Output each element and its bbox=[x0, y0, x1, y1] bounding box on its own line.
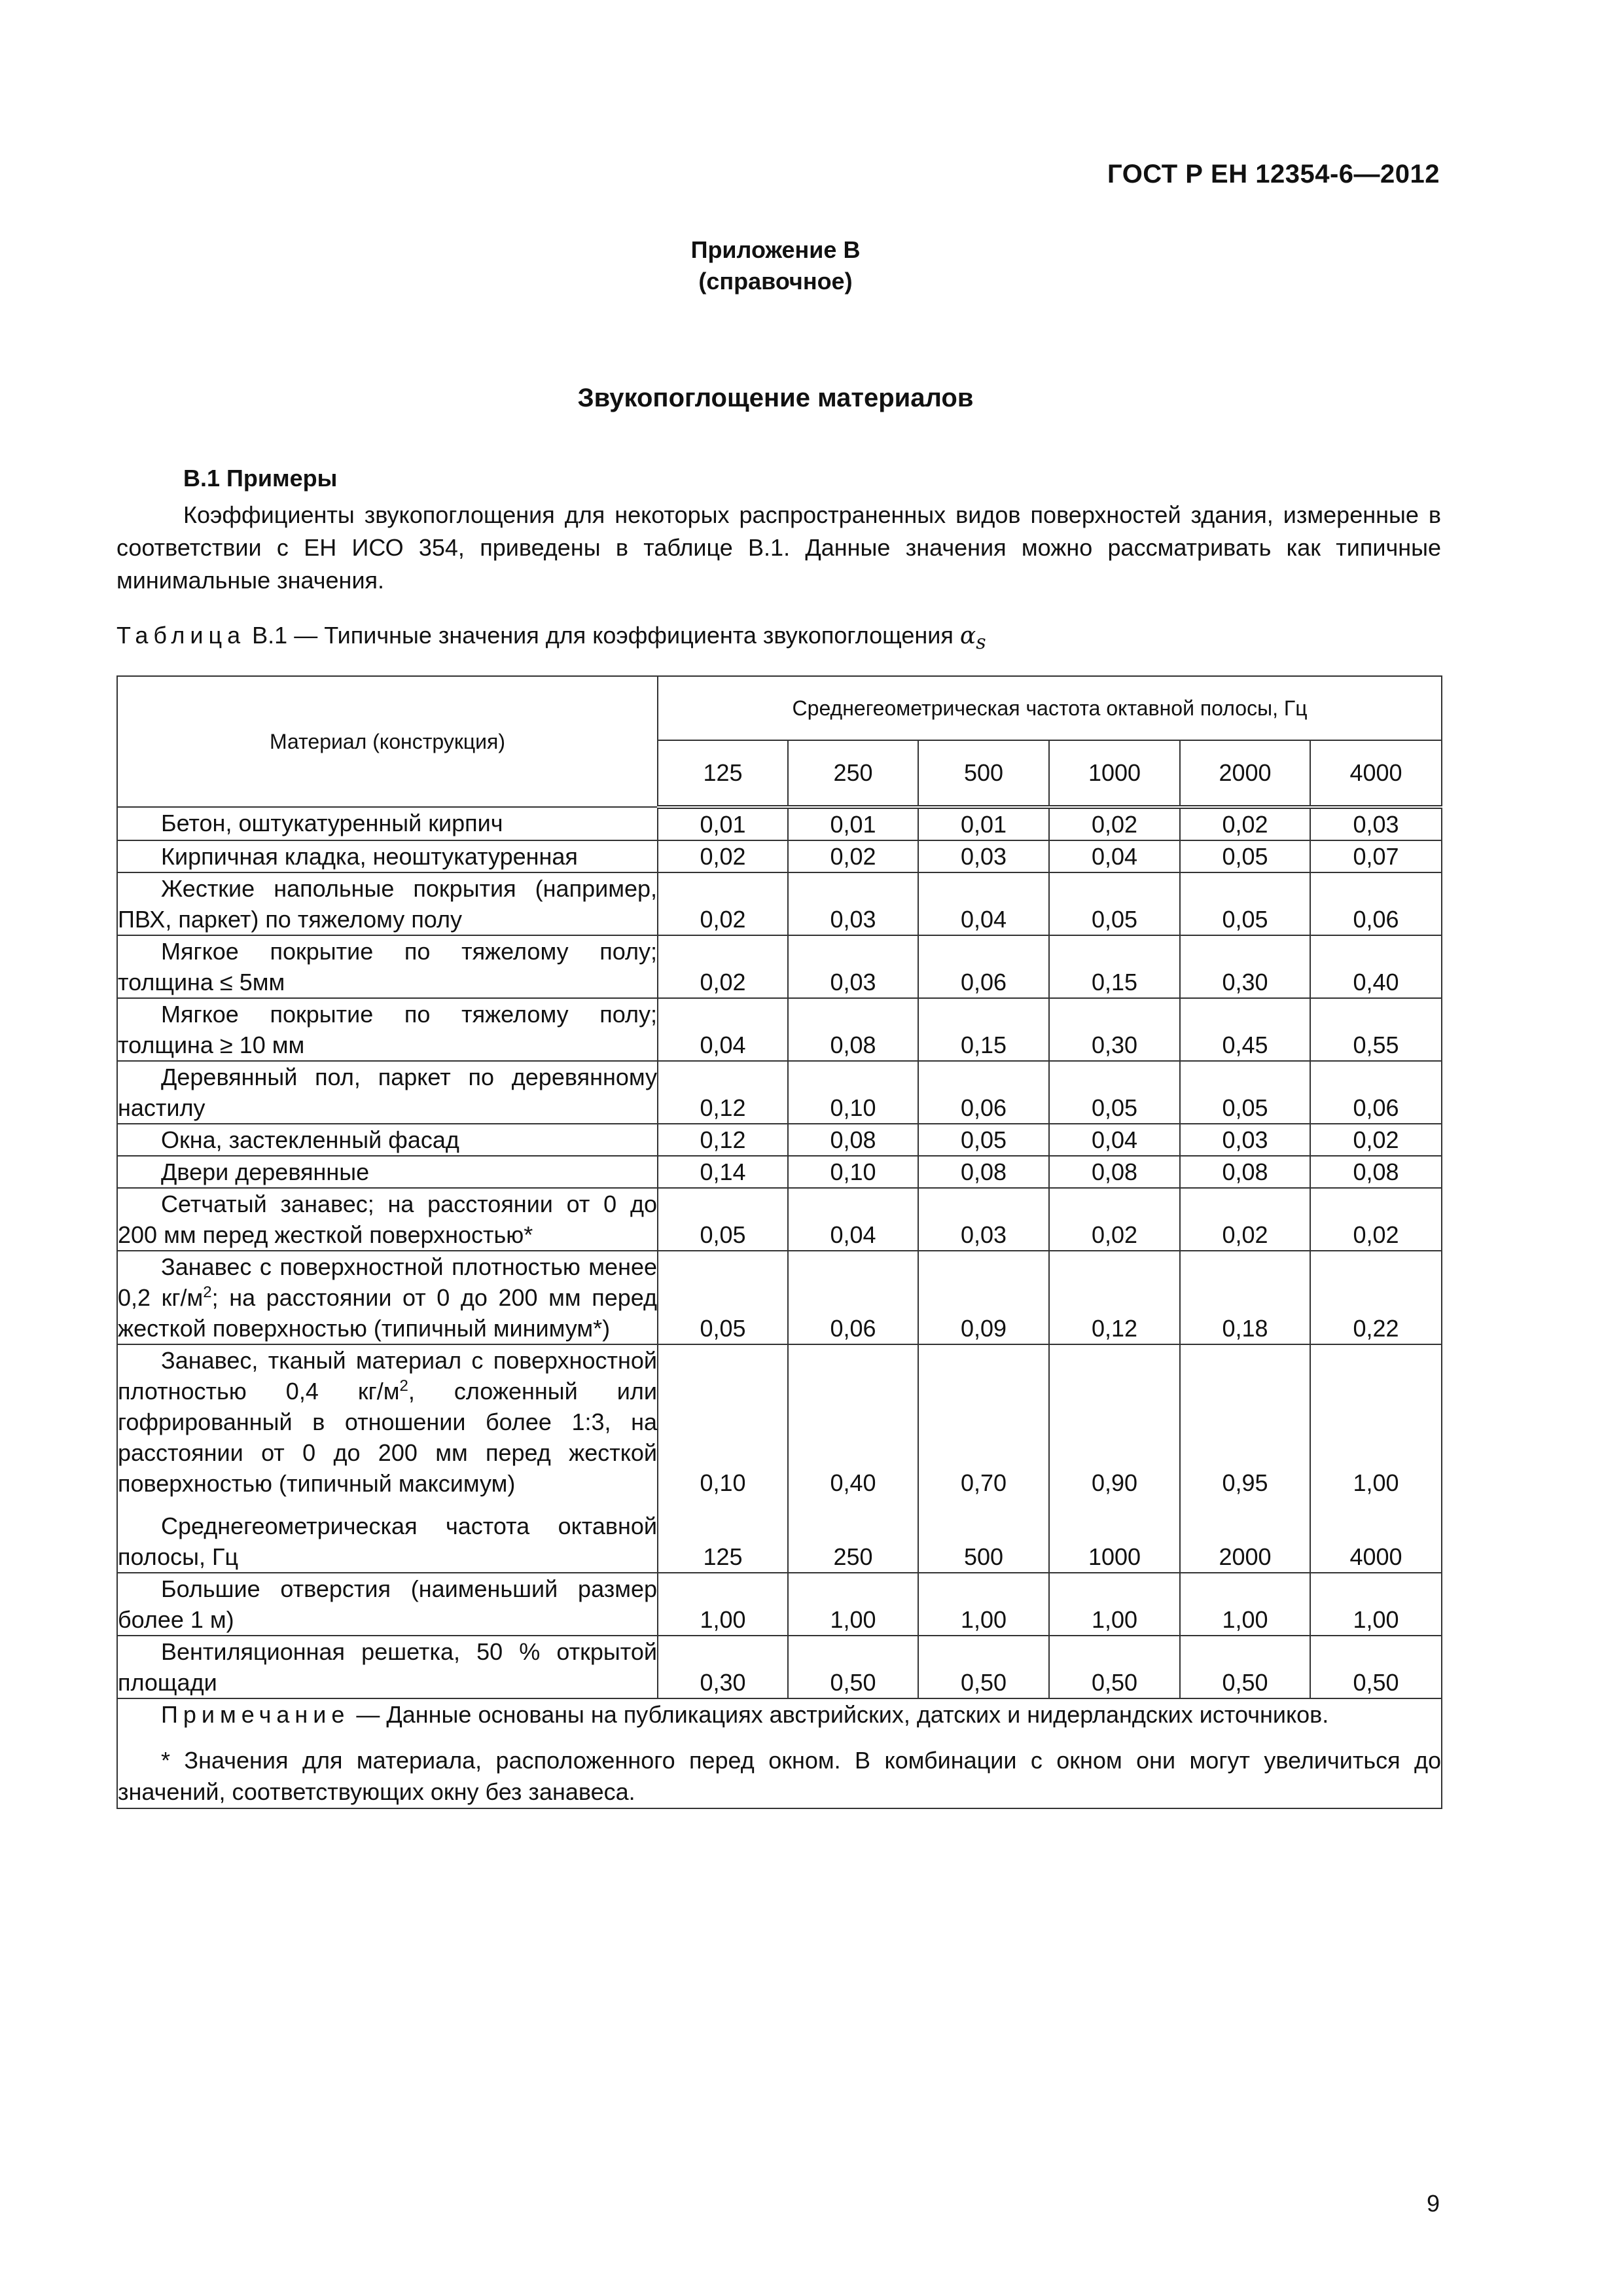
value-cell bbox=[788, 1124, 918, 1156]
value-cell bbox=[1049, 1188, 1180, 1251]
absorption-value: 0,22 bbox=[1353, 1315, 1399, 1342]
material-cell bbox=[117, 1344, 658, 1573]
absorption-value: 0,08 bbox=[830, 1031, 876, 1058]
intro-paragraph-text: Коэффициенты звукопоглощения для некоторых распространенных видов поверхностей здания, измеренные в соответствии с ЕН ИСО 354, приведены в таблице В.1. Данные значения можно рассматривать как типичные минимальные значения. bbox=[116, 501, 1441, 594]
material-text: Большие отверстия (наименьший размер более 1 м) bbox=[118, 1575, 657, 1633]
material-cell bbox=[117, 807, 658, 840]
absorption-value: 0,05 bbox=[700, 1221, 746, 1248]
value-cell bbox=[1049, 872, 1180, 935]
material-superscript: 2 bbox=[399, 1377, 408, 1395]
frequency-header-250: 250 bbox=[788, 740, 918, 807]
table-caption bbox=[116, 622, 986, 654]
value-cell bbox=[658, 807, 788, 840]
value-cell bbox=[918, 1156, 1049, 1188]
table-row bbox=[117, 1188, 1442, 1251]
absorption-value: 0,15 bbox=[960, 1031, 1007, 1058]
value-cell bbox=[918, 840, 1049, 872]
value-cell bbox=[1180, 1061, 1310, 1124]
value-cell bbox=[1180, 1188, 1310, 1251]
value-cell bbox=[918, 1188, 1049, 1251]
value-cell bbox=[1310, 807, 1442, 840]
material-cell bbox=[117, 1156, 658, 1188]
value-cell bbox=[788, 935, 918, 998]
value-cell bbox=[1049, 1124, 1180, 1156]
value-cell bbox=[1049, 840, 1180, 872]
absorption-value: 0,14 bbox=[700, 1158, 746, 1185]
value-cell bbox=[1180, 807, 1310, 840]
absorption-value: 0,50 bbox=[830, 1669, 876, 1696]
material-superscript: 2 bbox=[203, 1283, 212, 1301]
material-text: Занавес, тканый материал с поверхностной плотностью 0,4 кг/м bbox=[118, 1347, 657, 1405]
absorption-value: 0,55 bbox=[1353, 1031, 1399, 1058]
table-row bbox=[117, 1156, 1442, 1188]
absorption-value: 0,03 bbox=[1353, 811, 1399, 838]
frequency-header-1000: 1000 bbox=[1049, 740, 1180, 807]
value-cell bbox=[658, 1156, 788, 1188]
material-text: Жесткие напольные покрытия (например, ПВХ, паркет) по тяжелому полу bbox=[118, 875, 657, 933]
material-text: Мягкое покрытие по тяжелому полу; толщина ≥ 10 мм bbox=[118, 1001, 657, 1058]
absorption-value: 0,01 bbox=[700, 811, 746, 838]
frequency-group-header: Среднегеометрическая частота октавной полосы, Гц bbox=[658, 676, 1442, 740]
value-cell bbox=[658, 840, 788, 872]
value-cell bbox=[788, 998, 918, 1061]
value-cell bbox=[788, 872, 918, 935]
absorption-value: 0,40 bbox=[830, 1469, 876, 1496]
absorption-table bbox=[116, 675, 1442, 1809]
table-note bbox=[118, 1699, 1441, 1731]
section-heading: В.1 Примеры bbox=[183, 465, 338, 492]
value-cell bbox=[1310, 1636, 1442, 1698]
value-cell bbox=[1180, 1636, 1310, 1698]
table-row bbox=[117, 1573, 1442, 1636]
value-cell bbox=[658, 1124, 788, 1156]
absorption-value: 0,02 bbox=[700, 906, 746, 933]
value-cell bbox=[788, 1061, 918, 1124]
absorption-value: 0,12 bbox=[1091, 1315, 1138, 1342]
material-text: Окна, застекленный фасад bbox=[161, 1126, 459, 1153]
alpha-subscript: s bbox=[976, 631, 986, 655]
value-cell bbox=[788, 1573, 918, 1636]
value-cell bbox=[1049, 1344, 1180, 1573]
absorption-value: 0,05 bbox=[1222, 906, 1268, 933]
absorption-value: 0,50 bbox=[960, 1669, 1007, 1696]
frequency-header-2000: 2000 bbox=[1180, 740, 1310, 807]
material-cell bbox=[117, 1251, 658, 1344]
absorption-value: 0,02 bbox=[1353, 1126, 1399, 1153]
value-cell bbox=[1310, 1344, 1442, 1573]
value-cell bbox=[918, 807, 1049, 840]
value-cell bbox=[658, 998, 788, 1061]
inline-frequency-value: 4000 bbox=[1349, 1543, 1402, 1570]
inline-frequency-value: 500 bbox=[963, 1543, 1004, 1570]
value-cell bbox=[1049, 998, 1180, 1061]
material-text: Бетон, оштукатуренный кирпич bbox=[161, 810, 503, 836]
value-cell bbox=[918, 1061, 1049, 1124]
table-row bbox=[117, 807, 1442, 840]
absorption-value: 1,00 bbox=[1353, 1606, 1399, 1633]
absorption-value: 0,05 bbox=[700, 1315, 746, 1342]
value-cell bbox=[918, 1124, 1049, 1156]
absorption-value: 0,08 bbox=[960, 1158, 1007, 1185]
page-number: 9 bbox=[1426, 2190, 1440, 2217]
value-cell bbox=[1180, 1251, 1310, 1344]
value-cell bbox=[788, 1156, 918, 1188]
absorption-value: 0,18 bbox=[1222, 1315, 1268, 1342]
value-cell bbox=[1310, 935, 1442, 998]
material-text: Мягкое покрытие по тяжелому полу; толщина ≤ 5мм bbox=[118, 938, 657, 996]
frequency-header-125: 125 bbox=[658, 740, 788, 807]
value-cell bbox=[918, 1573, 1049, 1636]
value-cell bbox=[1310, 1124, 1442, 1156]
value-cell bbox=[1180, 840, 1310, 872]
value-cell bbox=[658, 1251, 788, 1344]
value-cell bbox=[918, 1344, 1049, 1573]
value-cell bbox=[788, 807, 918, 840]
value-cell bbox=[1049, 1251, 1180, 1344]
footnote-text: * Значения для материала, расположенного перед окном. В комбинации с окном они могут увеличиться до значений, соответствующих окну без занавеса. bbox=[118, 1747, 1442, 1805]
absorption-value: 0,06 bbox=[960, 1094, 1007, 1121]
value-cell bbox=[658, 1573, 788, 1636]
material-cell bbox=[117, 935, 658, 998]
table-row bbox=[117, 1636, 1442, 1698]
value-cell bbox=[918, 1636, 1049, 1698]
table-row bbox=[117, 935, 1442, 998]
absorption-value: 0,04 bbox=[1091, 1126, 1138, 1153]
absorption-value: 0,95 bbox=[1222, 1469, 1268, 1496]
material-cell bbox=[117, 872, 658, 935]
absorption-value: 0,02 bbox=[1353, 1221, 1399, 1248]
value-cell bbox=[658, 1061, 788, 1124]
material-text: Двери деревянные bbox=[161, 1158, 370, 1185]
value-cell bbox=[788, 1636, 918, 1698]
absorption-value: 0,30 bbox=[1091, 1031, 1138, 1058]
material-text-cont: ; на расстоянии от 0 до 200 мм перед жесткой поверхностью (типичный минимум*) bbox=[118, 1284, 657, 1342]
absorption-value: 0,50 bbox=[1353, 1669, 1399, 1696]
absorption-value: 0,02 bbox=[1091, 811, 1138, 838]
value-cell bbox=[788, 1188, 918, 1251]
value-cell bbox=[658, 1344, 788, 1573]
value-cell bbox=[1049, 1573, 1180, 1636]
value-cell bbox=[788, 1344, 918, 1573]
alpha-symbol: α bbox=[959, 622, 976, 649]
value-cell bbox=[1310, 1156, 1442, 1188]
value-cell bbox=[1049, 1636, 1180, 1698]
absorption-value: 0,70 bbox=[960, 1469, 1007, 1496]
inline-frequency-value: 2000 bbox=[1219, 1543, 1272, 1570]
absorption-value: 0,06 bbox=[1353, 906, 1399, 933]
absorption-value: 1,00 bbox=[960, 1606, 1007, 1633]
value-cell bbox=[1180, 1344, 1310, 1573]
table-row bbox=[117, 840, 1442, 872]
value-cell bbox=[918, 1251, 1049, 1344]
absorption-value: 0,05 bbox=[1091, 1094, 1138, 1121]
value-cell bbox=[788, 1251, 918, 1344]
absorption-value: 0,04 bbox=[700, 1031, 746, 1058]
absorption-value: 0,07 bbox=[1353, 843, 1399, 870]
frequency-header-4000: 4000 bbox=[1310, 740, 1442, 807]
material-cell bbox=[117, 1061, 658, 1124]
appendix-heading bbox=[0, 234, 1551, 297]
value-cell bbox=[1180, 1573, 1310, 1636]
absorption-value: 0,08 bbox=[1091, 1158, 1138, 1185]
appendix-label: Приложение В bbox=[690, 236, 861, 263]
note-text: — Данные основаны на публикациях австрийских, датских и нидерландских источников. bbox=[349, 1701, 1329, 1728]
table-row bbox=[117, 1251, 1442, 1344]
value-cell bbox=[1310, 1188, 1442, 1251]
table-row bbox=[117, 1344, 1442, 1573]
table-row bbox=[117, 1124, 1442, 1156]
value-cell bbox=[1049, 1061, 1180, 1124]
absorption-value: 0,05 bbox=[1091, 906, 1138, 933]
value-cell bbox=[918, 935, 1049, 998]
material-cell bbox=[117, 998, 658, 1061]
absorption-value: 0,03 bbox=[960, 1221, 1007, 1248]
absorption-value: 0,01 bbox=[830, 811, 876, 838]
absorption-value: 0,10 bbox=[700, 1469, 746, 1496]
absorption-value: 0,50 bbox=[1091, 1669, 1138, 1696]
absorption-value: 0,15 bbox=[1091, 969, 1138, 996]
absorption-value: 0,45 bbox=[1222, 1031, 1268, 1058]
material-cell bbox=[117, 1573, 658, 1636]
table-row bbox=[117, 998, 1442, 1061]
note-label: Примечание bbox=[161, 1701, 350, 1728]
absorption-value: 0,02 bbox=[1222, 811, 1268, 838]
material-text: Вентиляционная решетка, 50 % открытой площади bbox=[118, 1638, 657, 1696]
value-cell bbox=[658, 872, 788, 935]
absorption-value: 0,06 bbox=[1353, 1094, 1399, 1121]
material-column-header: Материал (конструкция) bbox=[117, 676, 658, 807]
absorption-value: 0,08 bbox=[1222, 1158, 1268, 1185]
table-row bbox=[117, 1061, 1442, 1124]
absorption-value: 0,04 bbox=[1091, 843, 1138, 870]
material-cell bbox=[117, 1188, 658, 1251]
table-row bbox=[117, 872, 1442, 935]
page-title: Звукопоглощение материалов bbox=[577, 384, 974, 412]
material-text-cont: , сложенный или гофрированный в отношении более 1:3, на расстоянии от 0 до 200 мм перед жесткой поверхностью (типичный максимум) bbox=[118, 1378, 658, 1497]
value-cell bbox=[1049, 807, 1180, 840]
value-cell bbox=[658, 1636, 788, 1698]
absorption-value: 0,09 bbox=[960, 1315, 1007, 1342]
value-cell bbox=[1310, 872, 1442, 935]
absorption-value: 1,00 bbox=[1091, 1606, 1138, 1633]
absorption-value: 0,03 bbox=[960, 843, 1007, 870]
value-cell bbox=[1180, 935, 1310, 998]
inline-frequency-value: 250 bbox=[833, 1543, 873, 1570]
absorption-value: 0,08 bbox=[830, 1126, 876, 1153]
value-cell bbox=[1310, 1061, 1442, 1124]
material-text: Кирпичная кладка, неоштукатуренная bbox=[161, 843, 578, 870]
absorption-value: 0,05 bbox=[1222, 1094, 1268, 1121]
material-cell bbox=[117, 1636, 658, 1698]
material-text: Занавес с поверхностной плотностью менее 0,2 кг/м bbox=[118, 1253, 657, 1311]
absorption-value: 1,00 bbox=[1353, 1469, 1399, 1496]
value-cell bbox=[918, 872, 1049, 935]
frequency-header-500: 500 bbox=[918, 740, 1049, 807]
absorption-value: 0,05 bbox=[960, 1126, 1007, 1153]
value-cell bbox=[658, 1188, 788, 1251]
absorption-value: 0,01 bbox=[960, 811, 1007, 838]
material-text: Деревянный пол, паркет по деревянному настилу bbox=[118, 1064, 657, 1121]
table-notes bbox=[117, 1698, 1442, 1808]
absorption-value: 0,02 bbox=[700, 843, 746, 870]
inline-frequency-label: Среднегеометрическая частота октавной полосы, Гц bbox=[118, 1513, 657, 1570]
material-text: Сетчатый занавес; на расстоянии от 0 до 200 мм перед жесткой поверхностью* bbox=[118, 1191, 657, 1248]
absorption-value: 0,40 bbox=[1353, 969, 1399, 996]
table-caption-prefix: Таблица bbox=[116, 622, 246, 649]
value-cell bbox=[918, 998, 1049, 1061]
intro-paragraph bbox=[116, 499, 1441, 597]
absorption-value: 0,02 bbox=[830, 843, 876, 870]
absorption-value: 0,04 bbox=[960, 906, 1007, 933]
material-cell bbox=[117, 1124, 658, 1156]
value-cell bbox=[1310, 1251, 1442, 1344]
value-cell bbox=[1049, 1156, 1180, 1188]
absorption-value: 1,00 bbox=[1222, 1606, 1268, 1633]
absorption-value: 0,03 bbox=[1222, 1126, 1268, 1153]
value-cell bbox=[1310, 998, 1442, 1061]
absorption-value: 0,03 bbox=[830, 969, 876, 996]
value-cell bbox=[1180, 1156, 1310, 1188]
absorption-value: 0,12 bbox=[700, 1126, 746, 1153]
absorption-value: 0,06 bbox=[960, 969, 1007, 996]
absorption-value: 0,03 bbox=[830, 906, 876, 933]
document-code: ГОСТ Р ЕН 12354-6—2012 bbox=[1107, 160, 1440, 188]
absorption-value: 0,02 bbox=[1091, 1221, 1138, 1248]
value-cell bbox=[1310, 840, 1442, 872]
material-cell bbox=[117, 840, 658, 872]
absorption-value: 0,02 bbox=[1222, 1221, 1268, 1248]
value-cell bbox=[1310, 1573, 1442, 1636]
absorption-value: 0,10 bbox=[830, 1158, 876, 1185]
absorption-value: 1,00 bbox=[830, 1606, 876, 1633]
absorption-value: 0,30 bbox=[1222, 969, 1268, 996]
absorption-value: 0,04 bbox=[830, 1221, 876, 1248]
value-cell bbox=[1180, 998, 1310, 1061]
absorption-value: 0,50 bbox=[1222, 1669, 1268, 1696]
absorption-value: 0,90 bbox=[1091, 1469, 1138, 1496]
absorption-value: 1,00 bbox=[700, 1606, 746, 1633]
table-footnote bbox=[118, 1745, 1441, 1808]
appendix-type: (справочное) bbox=[698, 268, 853, 295]
absorption-value: 0,30 bbox=[700, 1669, 746, 1696]
value-cell bbox=[1049, 935, 1180, 998]
absorption-value: 0,12 bbox=[700, 1094, 746, 1121]
value-cell bbox=[788, 840, 918, 872]
value-cell bbox=[658, 935, 788, 998]
absorption-value: 0,08 bbox=[1353, 1158, 1399, 1185]
inline-frequency-value: 125 bbox=[703, 1543, 743, 1570]
absorption-value: 0,05 bbox=[1222, 843, 1268, 870]
value-cell bbox=[1180, 872, 1310, 935]
absorption-value: 0,10 bbox=[830, 1094, 876, 1121]
value-cell bbox=[1180, 1124, 1310, 1156]
absorption-value: 0,06 bbox=[830, 1315, 876, 1342]
inline-frequency-value: 1000 bbox=[1088, 1543, 1141, 1570]
table-caption-text: В.1 — Типичные значения для коэффициента звукопоглощения bbox=[245, 622, 960, 649]
absorption-value: 0,02 bbox=[700, 969, 746, 996]
